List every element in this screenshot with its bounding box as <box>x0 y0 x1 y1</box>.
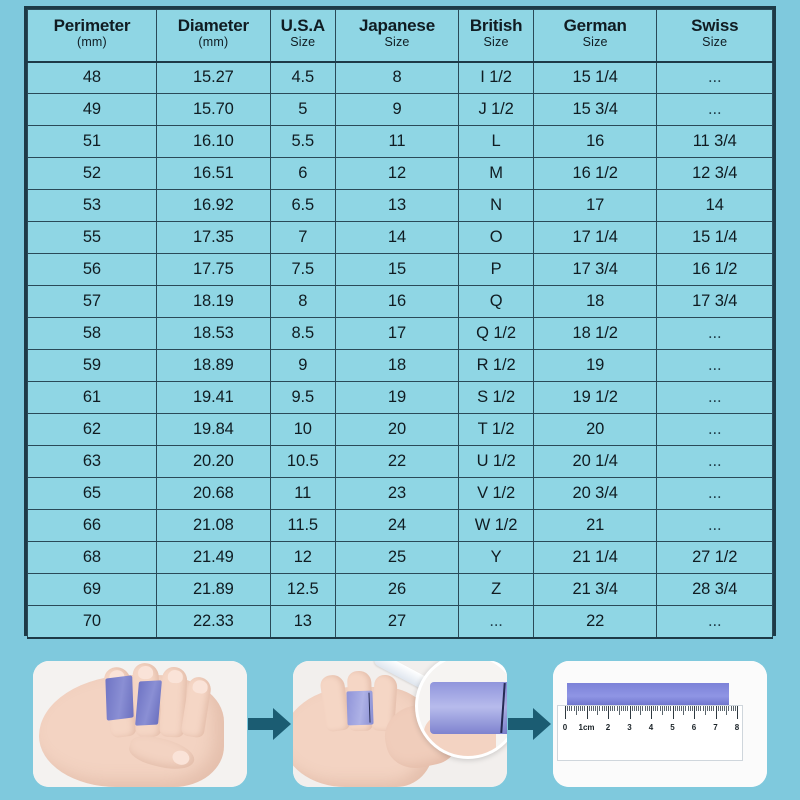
ruler-tick <box>640 706 641 715</box>
cell-swiss: ... <box>657 510 773 542</box>
table-row <box>28 318 773 350</box>
cell-perimeter: 48 <box>28 62 157 94</box>
cell-diameter: 16.51 <box>156 158 270 190</box>
ruler-tick <box>655 706 656 711</box>
cell-perimeter: 69 <box>28 574 157 606</box>
cell-diameter: 18.53 <box>156 318 270 350</box>
table-row <box>28 158 773 190</box>
cell-usa: 10 <box>270 414 335 446</box>
column-header-perimeter-title: Perimeter <box>53 15 131 35</box>
cell-german: 21 <box>533 510 657 542</box>
cell-german: 21 3/4 <box>533 574 657 606</box>
ruler-tick <box>597 706 598 715</box>
ruler-tick <box>576 706 577 715</box>
ruler-tick <box>722 706 723 711</box>
column-header-swiss-title: Swiss <box>691 15 739 35</box>
cell-japanese: 15 <box>335 254 459 286</box>
ruler-tick <box>720 706 721 711</box>
column-header-diameter <box>156 10 270 62</box>
cell-japanese: 20 <box>335 414 459 446</box>
ruler-tick <box>690 706 691 711</box>
cell-diameter: 21.89 <box>156 574 270 606</box>
ruler-tick <box>636 706 637 711</box>
table-header <box>28 10 773 62</box>
cell-german: 15 1/4 <box>533 62 657 94</box>
table-row <box>28 126 773 158</box>
cell-german: 19 1/2 <box>533 382 657 414</box>
cell-diameter: 21.49 <box>156 542 270 574</box>
cell-japanese: 14 <box>335 222 459 254</box>
ruler-tick <box>567 706 568 711</box>
ruler-tick <box>623 706 624 711</box>
ruler-label: 5 <box>670 723 675 732</box>
ruler-tick <box>728 706 729 711</box>
ruler-tick <box>617 706 618 711</box>
ruler-tick <box>634 706 635 711</box>
cell-usa: 7 <box>270 222 335 254</box>
cell-japanese: 11 <box>335 126 459 158</box>
ruler-tick <box>602 706 603 711</box>
ruler-tick <box>660 706 661 711</box>
column-header-perimeter-unit: (mm) <box>76 35 107 50</box>
cell-japanese: 16 <box>335 286 459 318</box>
cell-perimeter: 58 <box>28 318 157 350</box>
ruler-tick <box>608 706 609 719</box>
pen-mark-line <box>368 693 371 723</box>
column-header-diameter-unit: (mm) <box>198 35 229 50</box>
cell-usa: 6 <box>270 158 335 190</box>
table-row <box>28 286 773 318</box>
ruler-tick <box>591 706 592 711</box>
cell-diameter: 18.89 <box>156 350 270 382</box>
ruler-tick <box>698 706 699 711</box>
cell-perimeter: 61 <box>28 382 157 414</box>
step-arrow-1 <box>247 704 293 744</box>
cell-german: 18 <box>533 286 657 318</box>
ruler-tick <box>578 706 579 711</box>
cell-japanese: 22 <box>335 446 459 478</box>
cell-british: L <box>459 126 534 158</box>
ruler-tick <box>735 706 736 711</box>
paper-strip-on-finger <box>346 691 373 726</box>
ruler-tick <box>589 706 590 711</box>
cell-diameter: 21.08 <box>156 510 270 542</box>
cell-usa: 10.5 <box>270 446 335 478</box>
cell-british: V 1/2 <box>459 478 534 510</box>
ruler-tick <box>627 706 628 711</box>
cell-japanese: 27 <box>335 606 459 638</box>
ruler-tick <box>664 706 665 711</box>
cell-perimeter: 59 <box>28 350 157 382</box>
ruler-tick <box>726 706 727 715</box>
cell-swiss: 15 1/4 <box>657 222 773 254</box>
cell-japanese: 26 <box>335 574 459 606</box>
ruler-labels <box>558 723 742 737</box>
cell-british: T 1/2 <box>459 414 534 446</box>
cell-perimeter: 51 <box>28 126 157 158</box>
table-row <box>28 414 773 446</box>
ruler-tick <box>707 706 708 711</box>
ruler-tick <box>685 706 686 711</box>
cell-japanese: 25 <box>335 542 459 574</box>
ruler-tick <box>621 706 622 711</box>
ruler-tick <box>675 706 676 711</box>
ruler-tick <box>718 706 719 711</box>
table-row <box>28 478 773 510</box>
cell-german: 16 <box>533 126 657 158</box>
cell-german: 17 3/4 <box>533 254 657 286</box>
ruler-label: 2 <box>605 723 611 732</box>
cell-usa: 8 <box>270 286 335 318</box>
ruler-tick <box>595 706 596 711</box>
cell-usa: 4.5 <box>270 62 335 94</box>
cell-swiss: ... <box>657 318 773 350</box>
ruler-label: 6 <box>691 723 697 732</box>
cell-perimeter: 65 <box>28 478 157 510</box>
cell-british: W 1/2 <box>459 510 534 542</box>
ruler-tick <box>679 706 680 711</box>
ruler-tick <box>645 706 646 711</box>
fingernail-icon <box>191 679 208 694</box>
ruler-tick <box>711 706 712 711</box>
cell-usa: 12 <box>270 542 335 574</box>
fingernail-icon <box>167 670 183 684</box>
ruler-tick <box>571 706 572 711</box>
ruler-tick <box>569 706 570 711</box>
column-header-usa-unit: Size <box>290 35 316 50</box>
cell-swiss: ... <box>657 94 773 126</box>
cell-swiss: 27 1/2 <box>657 542 773 574</box>
column-header-british-title: British <box>469 15 523 35</box>
cell-british: R 1/2 <box>459 350 534 382</box>
column-header-german <box>533 10 657 62</box>
cell-usa: 13 <box>270 606 335 638</box>
paper-strip-1 <box>105 675 133 720</box>
cell-swiss: 11 3/4 <box>657 126 773 158</box>
cell-british: O <box>459 222 534 254</box>
cell-british: ... <box>459 606 534 638</box>
step-2-panel-mark-strip <box>293 661 507 787</box>
cell-japanese: 8 <box>335 62 459 94</box>
ruler-tick <box>716 706 717 719</box>
ruler-tick <box>593 706 594 711</box>
cell-usa: 9.5 <box>270 382 335 414</box>
cell-british: J 1/2 <box>459 94 534 126</box>
cell-diameter: 19.41 <box>156 382 270 414</box>
column-header-swiss-unit: Size <box>702 35 728 50</box>
ruler-tick <box>668 706 669 711</box>
ruler-tick <box>731 706 732 711</box>
cell-german: 15 3/4 <box>533 94 657 126</box>
cell-japanese: 18 <box>335 350 459 382</box>
step-1-panel-wrap-strip <box>33 661 247 787</box>
ruler-tick <box>606 706 607 711</box>
cell-japanese: 24 <box>335 510 459 542</box>
table-row <box>28 222 773 254</box>
table-row <box>28 382 773 414</box>
cell-british: S 1/2 <box>459 382 534 414</box>
ruler-tick <box>713 706 714 711</box>
cell-diameter: 20.20 <box>156 446 270 478</box>
cell-japanese: 23 <box>335 478 459 510</box>
cell-german: 20 1/4 <box>533 446 657 478</box>
cell-diameter: 15.27 <box>156 62 270 94</box>
cell-diameter: 17.75 <box>156 254 270 286</box>
fingernail-icon <box>138 666 154 680</box>
cell-usa: 12.5 <box>270 574 335 606</box>
cell-swiss: ... <box>657 478 773 510</box>
ruler-tick <box>565 706 566 719</box>
cell-swiss: 16 1/2 <box>657 254 773 286</box>
ring-size-table-container <box>24 6 776 636</box>
thumbnail-icon <box>171 749 191 767</box>
cell-diameter: 16.92 <box>156 190 270 222</box>
cell-diameter: 16.10 <box>156 126 270 158</box>
cell-usa: 5.5 <box>270 126 335 158</box>
ruler-label: 7 <box>713 723 718 732</box>
column-header-german-unit: Size <box>582 35 608 50</box>
table-row <box>28 350 773 382</box>
cell-perimeter: 55 <box>28 222 157 254</box>
ruler-tick <box>724 706 725 711</box>
ruler-tick <box>649 706 650 711</box>
cell-british: U 1/2 <box>459 446 534 478</box>
ruler-tick <box>673 706 674 719</box>
ruler-tick <box>692 706 693 711</box>
ruler-tick <box>642 706 643 711</box>
ring-size-table <box>27 9 773 639</box>
cell-usa: 5 <box>270 94 335 126</box>
cell-british: Y <box>459 542 534 574</box>
cell-perimeter: 56 <box>28 254 157 286</box>
ruler-label: 0 <box>562 723 568 732</box>
column-header-swiss <box>657 10 773 62</box>
cell-diameter: 22.33 <box>156 606 270 638</box>
ruler-tick <box>737 706 738 719</box>
cell-diameter: 19.84 <box>156 414 270 446</box>
ruler-tick <box>683 706 684 715</box>
cell-usa: 11 <box>270 478 335 510</box>
column-header-german-title: German <box>563 15 627 35</box>
table-row <box>28 446 773 478</box>
ruler-tick <box>612 706 613 711</box>
cell-swiss: 28 3/4 <box>657 574 773 606</box>
column-header-british-unit: Size <box>483 35 509 50</box>
cell-british: Q <box>459 286 534 318</box>
ruler-tick <box>696 706 697 711</box>
ruler-tick <box>574 706 575 711</box>
ruler-tick <box>662 706 663 715</box>
measured-paper-strip <box>567 683 729 705</box>
ruler-tick <box>614 706 615 711</box>
column-header-japanese-unit: Size <box>384 35 410 50</box>
cell-german: 16 1/2 <box>533 158 657 190</box>
ruler-tick <box>670 706 671 711</box>
column-header-usa <box>270 10 335 62</box>
cell-usa: 11.5 <box>270 510 335 542</box>
cell-perimeter: 49 <box>28 94 157 126</box>
cell-swiss: ... <box>657 606 773 638</box>
cell-diameter: 17.35 <box>156 222 270 254</box>
ruler-tick <box>694 706 695 719</box>
cell-usa: 6.5 <box>270 190 335 222</box>
step-arrow-2 <box>507 704 553 744</box>
column-header-japanese-title: Japanese <box>359 15 435 35</box>
cell-swiss: ... <box>657 414 773 446</box>
table-row <box>28 574 773 606</box>
paper-strip-2 <box>135 680 162 725</box>
cell-german: 18 1/2 <box>533 318 657 350</box>
ruler-tick <box>580 706 581 711</box>
ruler-tick <box>677 706 678 711</box>
magnified-paper-strip <box>430 682 507 734</box>
ruler-tick <box>625 706 626 711</box>
ruler-tick <box>582 706 583 711</box>
table-body <box>28 62 773 638</box>
cell-perimeter: 62 <box>28 414 157 446</box>
cell-japanese: 17 <box>335 318 459 350</box>
cell-swiss: ... <box>657 62 773 94</box>
ruler-tick <box>733 706 734 711</box>
cell-diameter: 18.19 <box>156 286 270 318</box>
cell-perimeter: 68 <box>28 542 157 574</box>
ruler-label: 3 <box>627 723 632 732</box>
ruler-tick <box>653 706 654 711</box>
cell-perimeter: 57 <box>28 286 157 318</box>
ruler-tick <box>584 706 585 711</box>
cell-british: Z <box>459 574 534 606</box>
ruler-label: 1cm <box>578 723 595 732</box>
ruler-tick <box>610 706 611 711</box>
ruler-tick <box>688 706 689 711</box>
column-header-british <box>459 10 534 62</box>
cell-german: 22 <box>533 606 657 638</box>
table-row <box>28 254 773 286</box>
cell-british: P <box>459 254 534 286</box>
ruler-tick <box>709 706 710 711</box>
ruler-tick <box>705 706 706 715</box>
magnified-inset <box>415 661 507 759</box>
ruler-tick <box>703 706 704 711</box>
measurement-steps <box>0 648 800 800</box>
cell-swiss: 17 3/4 <box>657 286 773 318</box>
ruler-tick <box>657 706 658 711</box>
cell-usa: 8.5 <box>270 318 335 350</box>
cell-swiss: 12 3/4 <box>657 158 773 190</box>
cell-british: N <box>459 190 534 222</box>
cell-german: 17 1/4 <box>533 222 657 254</box>
cell-japanese: 12 <box>335 158 459 190</box>
ruler-tick <box>681 706 682 711</box>
ruler-tick <box>647 706 648 711</box>
table-row <box>28 510 773 542</box>
cell-perimeter: 66 <box>28 510 157 542</box>
ruler-tick <box>587 706 588 719</box>
cell-diameter: 20.68 <box>156 478 270 510</box>
cell-japanese: 19 <box>335 382 459 414</box>
column-header-usa-title: U.S.A <box>280 15 325 35</box>
cell-perimeter: 53 <box>28 190 157 222</box>
cell-usa: 7.5 <box>270 254 335 286</box>
cell-british: Q 1/2 <box>459 318 534 350</box>
ruler-tick <box>700 706 701 711</box>
ruler-tick <box>651 706 652 719</box>
ruler-tick <box>638 706 639 711</box>
cell-usa: 9 <box>270 350 335 382</box>
cell-diameter: 15.70 <box>156 94 270 126</box>
ruler-tick <box>632 706 633 711</box>
cell-british: I 1/2 <box>459 62 534 94</box>
cell-german: 20 3/4 <box>533 478 657 510</box>
cell-german: 21 1/4 <box>533 542 657 574</box>
cell-german: 19 <box>533 350 657 382</box>
cell-swiss: ... <box>657 350 773 382</box>
column-header-japanese <box>335 10 459 62</box>
table-header-row <box>28 10 773 62</box>
cell-german: 17 <box>533 190 657 222</box>
cell-japanese: 13 <box>335 190 459 222</box>
table-row <box>28 542 773 574</box>
column-header-perimeter <box>28 10 157 62</box>
ruler-ticks <box>558 706 742 724</box>
step-3-panel-measure-strip <box>553 661 767 787</box>
ruler-label: 4 <box>648 723 654 732</box>
ruler-tick <box>666 706 667 711</box>
ruler-tick <box>630 706 631 719</box>
ruler-tick <box>599 706 600 711</box>
cell-british: M <box>459 158 534 190</box>
cell-perimeter: 52 <box>28 158 157 190</box>
ruler-tick <box>604 706 605 711</box>
cell-german: 20 <box>533 414 657 446</box>
magnified-pen-mark <box>500 683 505 733</box>
column-header-diameter-title: Diameter <box>177 15 249 35</box>
cell-swiss: ... <box>657 382 773 414</box>
table-row <box>28 94 773 126</box>
cell-perimeter: 70 <box>28 606 157 638</box>
cell-swiss: 14 <box>657 190 773 222</box>
ruler-illustration <box>557 705 743 761</box>
cell-japanese: 9 <box>335 94 459 126</box>
cell-swiss: ... <box>657 446 773 478</box>
ruler-tick <box>619 706 620 715</box>
table-row <box>28 190 773 222</box>
table-row <box>28 606 773 638</box>
ruler-label: 8 <box>734 723 740 732</box>
table-row <box>28 62 773 94</box>
cell-perimeter: 63 <box>28 446 157 478</box>
